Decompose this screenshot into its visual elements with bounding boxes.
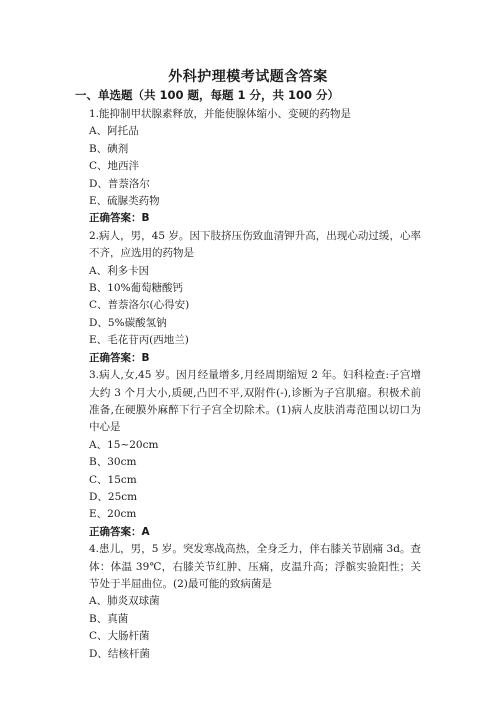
correct-answer: 正确答案：B <box>89 212 150 225</box>
option-b: B、30cm <box>89 456 137 469</box>
question-stem: 2.病人，男，45 岁。因下肢挤压伤致血清钾升高，出现心动过缓，心率不齐，应选用的药物是 <box>89 229 421 260</box>
option-c: C、地西泮 <box>89 160 140 173</box>
option-c: C、15cm <box>89 473 137 486</box>
question-stem: 1.能抑制甲状腺素释放，并能使腺体缩小、变硬的药物是 <box>89 108 352 120</box>
option-a: A、15~20cm <box>89 438 159 451</box>
option-b: B、10%葡萄糖酸钙 <box>89 282 184 295</box>
option-b: B、碘剂 <box>89 142 129 155</box>
option-d: D、5%碳酸氢钠 <box>89 316 167 329</box>
question-1 <box>89 106 421 228</box>
option-e: E、毛花苷丙(西地兰) <box>89 334 189 347</box>
question-3 <box>89 367 421 541</box>
section-heading: 一、单选题（共 100 题，每题 1 分，共 100 分） <box>75 88 340 102</box>
question-list <box>89 106 421 663</box>
option-e: E、20cm <box>89 508 137 521</box>
option-d: D、普萘洛尔 <box>89 177 150 190</box>
option-d: D、25cm <box>89 490 138 503</box>
document-title: 外科护理模考试题含答案 <box>168 69 328 85</box>
correct-answer: 正确答案：B <box>89 351 150 364</box>
option-c: C、普萘洛尔(心得安) <box>89 299 190 312</box>
question-4 <box>89 541 421 663</box>
option-b: B、真菌 <box>89 612 129 625</box>
question-2 <box>89 228 421 367</box>
option-c: C、大肠杆菌 <box>89 630 150 643</box>
question-stem: 4.患儿，男，5 岁。突发寒战高热，全身乏力，伴右膝关节剧痛 3d。查体：体温 39℃，右膝关节红肿、压痛，皮温升高；浮髌实验阳性；关节处于半屈曲位。(2)最可能的致病菌是 <box>89 543 421 590</box>
option-e: E、硫脲类药物 <box>89 195 160 208</box>
option-a: A、利多卡因 <box>89 264 150 277</box>
correct-answer: 正确答案：A <box>89 525 150 538</box>
option-a: A、肺炎双球菌 <box>89 595 160 608</box>
question-stem: 3.病人,女,45 岁。因月经量增多,月经周期缩短 2 年。妇科检查:子宫增大约 3 个月大小,质硬,凸凹不平,双附件(-),诊断为子宫肌瘤。积极术前准备,在硬膜外麻醉下行子宫全切除术。(1)病人皮肤消毒范围以切口为中心是 <box>89 369 421 434</box>
option-d: D、结核杆菌 <box>89 647 150 660</box>
option-a: A、阿托品 <box>89 125 139 138</box>
